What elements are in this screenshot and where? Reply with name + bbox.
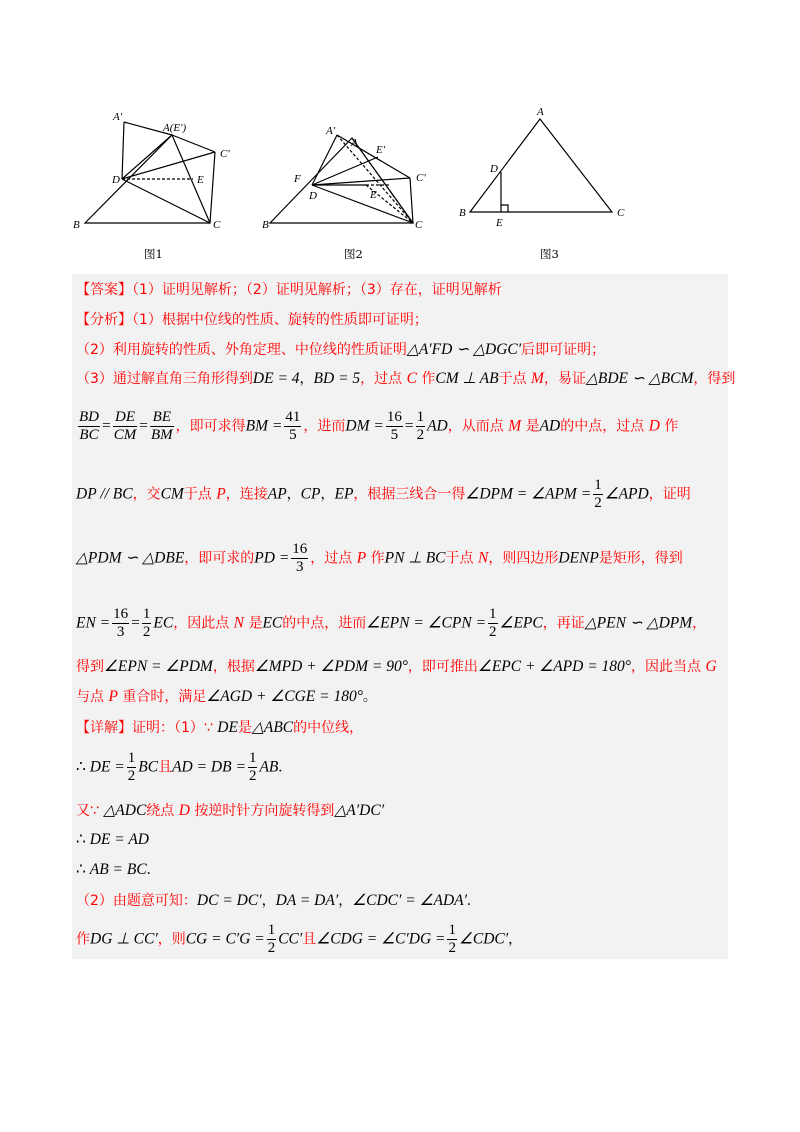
analysis-line-2: （2）利用旋转的性质、外角定理、中位线的性质证明△A′FD ∽ △DGC′后即可证明； bbox=[76, 341, 606, 358]
detail-tag: 【详解】 bbox=[76, 720, 132, 736]
fig3-label-a: A bbox=[537, 106, 544, 118]
fig1-label-c1: C′ bbox=[220, 148, 230, 160]
analysis-line-7: EN = $\frac{16}{3}$ = $\frac{1}{2}$ EC，因此点 N 是EC的中点，进而∠EPN = ∠CPN = $\frac{1}{2}$ ∠EPC，再证△PEN ∽ △DPM， bbox=[76, 606, 707, 640]
detail-line-3: 又∵ △ADC绕点 D 按逆时针方向旋转得到△A′DC′ bbox=[76, 802, 385, 819]
analysis-line-4: $\frac{BD}{BC}$ = $\frac{DE}{CM}$ = $\frac{BE}{BM}$ ，即可求得BM = $\frac{41}{5}$ ，进而DM = $\frac{16}{5}$ = $\frac{1}{2}$ AD，从而点 M 是AD的中点，过点 D 作 bbox=[79, 409, 679, 443]
fig3-label-b: B bbox=[459, 207, 466, 219]
fig2-label-a1: A′ bbox=[326, 125, 336, 137]
analysis-tag: 【分析】 bbox=[76, 312, 132, 328]
fig2-label-d: D bbox=[309, 190, 317, 202]
fig2-label-e: E bbox=[370, 189, 377, 201]
detail-line-2: ∴ DE = $\frac{1}{2}$ BC且AD = DB = $\frac{1}{2}$ AB. bbox=[76, 750, 283, 784]
detail-line-5: ∴ AB = BC. bbox=[76, 861, 151, 878]
fig1-label-e: E bbox=[197, 174, 204, 186]
figure-2-caption: 图2 bbox=[344, 247, 363, 261]
figures-area bbox=[0, 0, 800, 270]
fig2-label-e1: E′ bbox=[376, 144, 386, 156]
analysis-line-5: DP // BC，交CM于点 P，连接AP，CP，EP，根据三线合一得∠DPM = ∠APM = $\frac{1}{2}$ ∠APD，证明 bbox=[76, 477, 691, 511]
detail-line-6: （2）由题意可知：DC = DC′，DA = DA′，∠CDC′ = ∠ADA′. bbox=[76, 892, 471, 909]
answer-text: （1）证明见解析；（2）证明见解析；（3）存在，证明见解析 bbox=[132, 282, 502, 298]
fig1-label-a1: A′ bbox=[113, 111, 123, 123]
fig3-label-d: D bbox=[490, 163, 498, 175]
answer-line bbox=[76, 279, 502, 299]
analysis-line-6: △PDM ∽ △DBE，即可求的PD = $\frac{16}{3}$ ，过点 P 作PN ⊥ BC于点 N，则四边形DENP是矩形，得到 bbox=[76, 541, 683, 575]
fig2-label-c1: C′ bbox=[416, 172, 426, 184]
fig2-label-b: B bbox=[262, 219, 269, 231]
fig2-label-f: F bbox=[294, 173, 301, 185]
fig1-label-b: B bbox=[73, 219, 80, 231]
detail-line-1: 【详解】证明：（1）∵ DE是△ABC的中位线， bbox=[76, 719, 364, 736]
figure-2-diagram bbox=[270, 135, 413, 223]
figure-1-caption: 图1 bbox=[144, 247, 163, 261]
fig1-label-c: C bbox=[213, 219, 221, 231]
analysis-line-3: （3）通过解直角三角形得到DE = 4，BD = 5，过点 C 作CM ⊥ AB于点 M，易证△BDE ∽ △BCM，得到 bbox=[76, 370, 736, 387]
fig3-label-c: C bbox=[617, 207, 625, 219]
fig3-label-e: E bbox=[496, 217, 503, 229]
geometry-figures bbox=[0, 0, 800, 270]
analysis-line-8: 得到∠EPN = ∠PDM，根据∠MPD + ∠PDM = 90°，即可推出∠EPC + ∠APD = 180°，因此当点 G bbox=[76, 658, 717, 675]
analysis-line-1: 【分析】（1）根据中位线的性质、旋转的性质即可证明； bbox=[76, 312, 428, 328]
detail-line-7: 作DG ⊥ CC′，则CG = C′G = $\frac{1}{2}$ CC′且∠CDG = ∠C′DG = $\frac{1}{2}$ ∠CDC′， bbox=[76, 922, 523, 956]
answer-tag: 【答案】 bbox=[76, 282, 132, 298]
fig2-label-a: A bbox=[351, 137, 358, 149]
detail-line-4: ∴ DE = AD bbox=[76, 831, 150, 848]
fig1-label-d: D bbox=[112, 174, 120, 186]
analysis-line-9: 与点 P 重合时，满足∠AGD + ∠CGE = 180°。 bbox=[76, 688, 377, 705]
figure-3-caption: 图3 bbox=[540, 247, 559, 261]
fig1-label-a: A(E′) bbox=[163, 122, 187, 134]
fig2-label-c: C bbox=[415, 219, 423, 231]
figure-1-diagram bbox=[85, 122, 215, 223]
